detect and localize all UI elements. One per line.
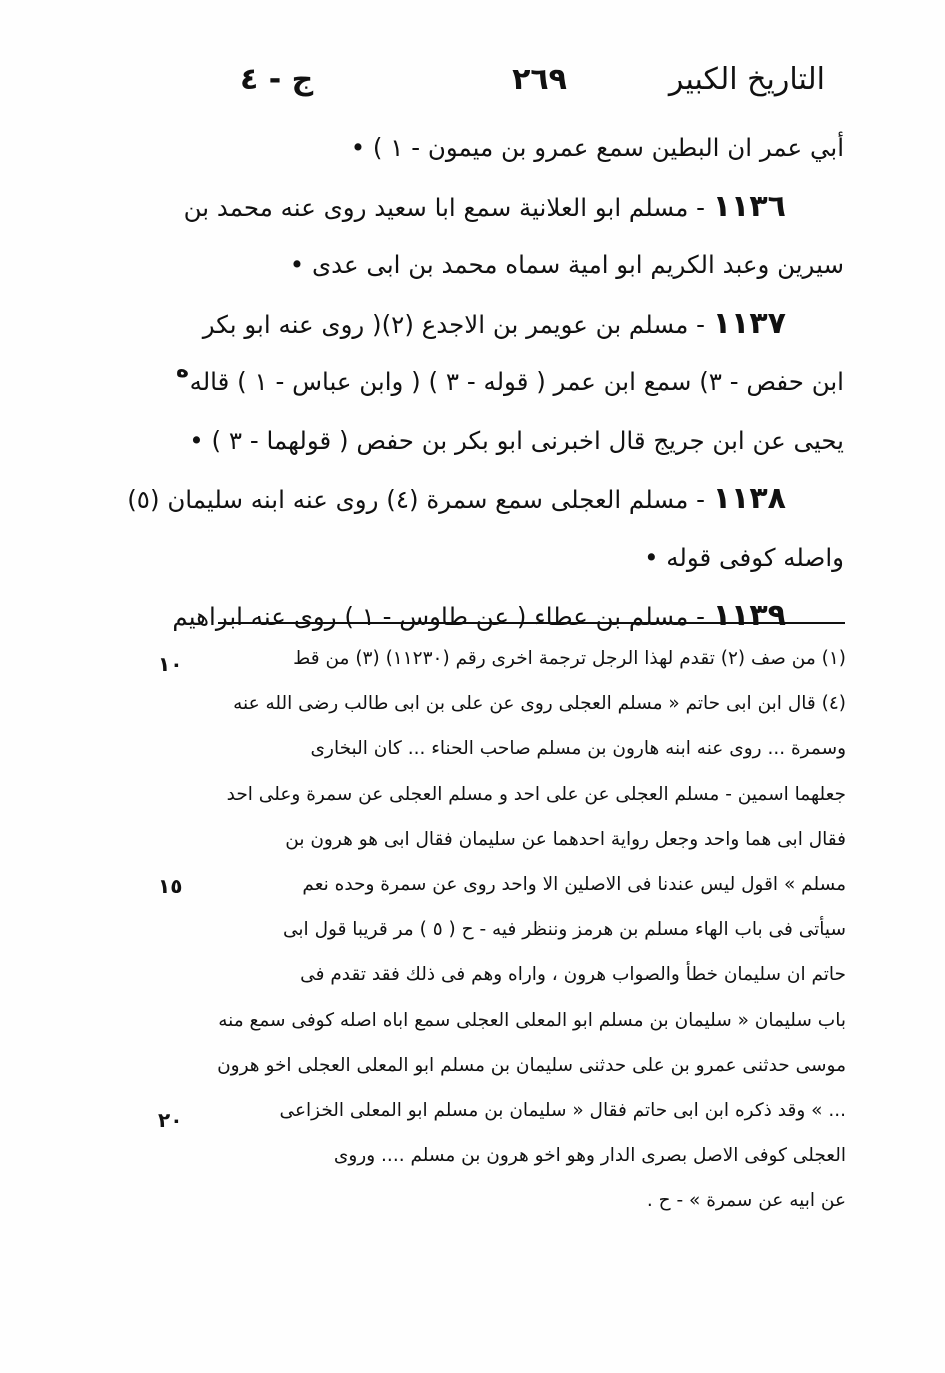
footnote-line: موسى حدثنى عمرو بن على حدثنى سليمان بن مسلم ابو المعلى العجلى اخو هرون bbox=[217, 1054, 846, 1076]
text-line: أبي عمر ان البطين سمع عمرو بن ميمون - ١ ) • bbox=[350, 133, 844, 162]
entry-text: - مسلم ابو العلانية سمع ابا سعيد روى عنه محمد بن bbox=[183, 192, 705, 222]
footnote-line: سيأتى فى باب الهاء مسلم بن هرمز وننظر فيه - ح ( ٥ ) مر قريبا قول ابى bbox=[282, 919, 846, 941]
entry-number: ١١٣٦ bbox=[712, 188, 786, 224]
entry-number: ١١٣٩ bbox=[712, 598, 786, 633]
text-line: سيرين وعبد الكريم ابو امية سماه محمد بن ابى عدى • bbox=[289, 250, 844, 279]
page-header bbox=[240, 62, 825, 112]
footnote-line: مسلم » اقول ليس عندنا فى الاصلين الا واحد روى عن سمرة وحده نعم bbox=[302, 873, 846, 895]
entry-1139 bbox=[172, 588, 844, 647]
footnote-line: وسمرة ... روى عنه ابنه هارون بن مسلم صاحب الحناء ... كان البخارى bbox=[310, 738, 846, 760]
entry-text: - مسلم بن عويمر بن الاجدع (٢)( روى عنه ابو بكر bbox=[202, 309, 705, 339]
footnote-line: العجلى كوفى الاصل بصرى الدار وهو اخو هرون بن مسلم .... وروى bbox=[333, 1145, 846, 1167]
margin-line-number: ٢٠ bbox=[158, 1108, 183, 1132]
footnote-line: حاتم ان سليمان خطأ والصواب هرون ، واراه وهم فى ذلك فقد تقدم فى bbox=[300, 964, 846, 986]
entry-text: - مسلم العجلى سمع سمرة (٤) روى عنه ابنه سليمان (٥) bbox=[127, 485, 705, 514]
margin-line-number: ١٠ bbox=[158, 652, 183, 676]
footnote-line: ... » وقد ذكره ابن ابى حاتم فقال « سليمان بن مسلم ابو المعلى الخزاعى bbox=[279, 1099, 846, 1121]
footnote-line: جعلهما اسمين - مسلم العجلى عن على احد و مسلم العجلى عن سمرة وعلى احد bbox=[226, 783, 846, 805]
footnote-line: باب سليمان « سليمان بن مسلم ابو المعلى العجلى سمع اباه اصله كوفى سمع منه bbox=[218, 1009, 846, 1031]
margin-line-number: ١٥ bbox=[158, 874, 183, 898]
entry-1138 bbox=[127, 471, 844, 530]
entry-number: ١١٣٨ bbox=[712, 481, 786, 516]
footnote-divider bbox=[218, 622, 845, 624]
footnote-line: فقال ابى هما واحد وجعل رواية احدهما عن سليمان فقال ابى هو هرون بن bbox=[285, 828, 846, 850]
entry-text: - مسلم بن عطاء ( عن طاوس - ١ ) روى عنه ابراهيم bbox=[172, 602, 705, 631]
entry-number: ١١٣٧ bbox=[712, 305, 786, 341]
margin-line-marker: ه bbox=[176, 358, 189, 383]
footnote-line: (١) من صف (٢) تقدم لهذا الرجل ترجمة اخرى رقم (١١٢٣٠) (٣) من قط bbox=[293, 648, 846, 669]
text-line: يحيى عن ابن جريج قال اخبرنى ابو بكر بن حفص ( قولهما - ٣ ) • bbox=[189, 425, 844, 455]
running-title: التاريخ الكبير bbox=[668, 62, 825, 97]
entry-1136 bbox=[183, 179, 844, 238]
page-number: ٢٦٩ bbox=[512, 62, 567, 97]
footnote-line: عن ابيه عن سمرة » - ح . bbox=[646, 1190, 846, 1212]
main-text bbox=[127, 120, 844, 647]
text-line: واصله كوفى قوله • bbox=[644, 542, 844, 572]
footnote-line: (٤) قال ابن ابى حاتم « مسلم العجلى روى عن على بن ابى طالب رضى الله عنه bbox=[233, 693, 846, 715]
volume-label: ج - ٤ bbox=[240, 62, 314, 97]
footnotes bbox=[218, 640, 846, 1227]
text-line: ابن حفص - ٣) سمع ابن عمر ( قوله - ٣ ) ( وابن عباس - ١ ) قاله bbox=[189, 367, 844, 396]
entry-1137 bbox=[202, 296, 844, 355]
